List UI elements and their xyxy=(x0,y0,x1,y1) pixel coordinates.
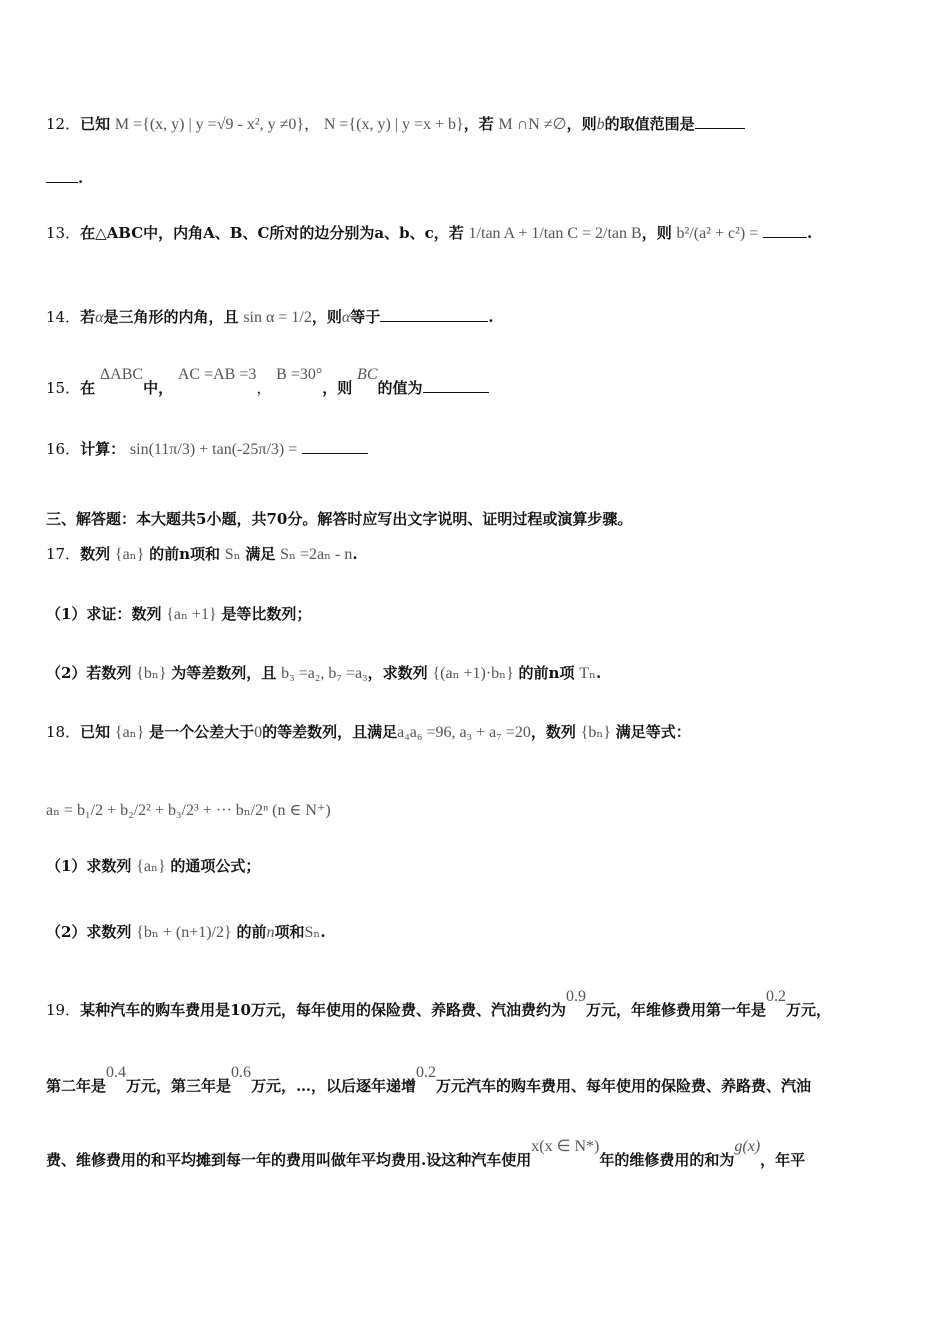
q18-condition: a₄a₆ =96, a₃ + a₇ =20 xyxy=(397,724,531,741)
q17-text-1: 数列 xyxy=(80,545,111,563)
q15-text-1: 在 xyxy=(80,379,96,397)
q12-line: 12．已知 M ={(x, y) | y =√9 - x², y ≠0}， N ={(x, y) | y =x + b}，若 M ∩N ≠∅，则b的取值范围是 xyxy=(46,114,910,135)
q15-text-3: ，则 xyxy=(322,379,353,397)
q16-answer-blank[interactable] xyxy=(302,439,368,454)
q17-part-1 xyxy=(46,604,910,625)
q17-text-2: 的前n项和 xyxy=(149,545,220,563)
q18-text-1: 已知 xyxy=(80,723,111,741)
q17-part-2 xyxy=(46,663,910,684)
q19-value-4: 0.6 xyxy=(231,1064,252,1081)
q18-text-5: 满足等式： xyxy=(615,723,691,741)
q17-p2-seq: {(aₙ +1)·bₙ} xyxy=(432,665,514,682)
q14-text-1: 若 xyxy=(80,308,96,326)
q17-end: . xyxy=(352,545,358,563)
q17-p2-seq-b: {bₙ} xyxy=(136,665,167,682)
q14-line xyxy=(46,296,910,339)
q14-answer-blank[interactable] xyxy=(380,307,488,322)
q12-number: 12． xyxy=(46,115,81,133)
q16-text-1: 计算： xyxy=(80,440,126,458)
q16-expression: sin(11π/3) + tan(-25π/3) = xyxy=(129,441,298,458)
q18-p1-seq: {aₙ} xyxy=(136,858,166,875)
q18-p2-text-2: 项和 xyxy=(274,923,305,941)
q19-x: x(x ∈ N*) xyxy=(531,1138,600,1155)
q17-seq-a: {aₙ} xyxy=(114,546,145,563)
q16-line xyxy=(46,428,910,471)
q18-part-2 xyxy=(46,912,910,953)
q15-text-4: 的值为 xyxy=(377,379,423,397)
q18-p2-text: 的前 xyxy=(236,923,267,941)
q17-p1-label: （1）求证：数列 xyxy=(46,605,162,623)
q18-p2-s: Sₙ xyxy=(304,924,321,941)
q18-text-4: ，数列 xyxy=(530,723,576,741)
q18-p2-seq: {bₙ + (n+1)/2} xyxy=(136,924,232,941)
q13-text-2: ，则 xyxy=(641,224,672,242)
q19-value-2: 0.2 xyxy=(766,988,786,1005)
q14-equation: sin α = 1/2 xyxy=(243,309,312,326)
q19-line-1 xyxy=(46,988,910,1021)
q15-number: 15． xyxy=(46,379,81,397)
q19-text-2a: 第二年是 xyxy=(46,1077,107,1095)
q18-part-1 xyxy=(46,856,910,877)
q15-line: 15．在 ΔABC中， AC =AB =3， B =30°，则 BC的值为 xyxy=(46,378,910,399)
q12-text-3: ，则 xyxy=(566,115,597,133)
q17-p2-text-1: 为等差数列，且 xyxy=(171,664,277,682)
q19-text-1c: 万元， xyxy=(786,1001,832,1019)
q12-answer-blank-cont[interactable] xyxy=(46,168,78,183)
q18-formula xyxy=(46,790,910,831)
q14-alpha: α xyxy=(95,309,104,326)
q15-text-2: 中， xyxy=(143,379,174,397)
q18-p2-dot: . xyxy=(320,923,326,941)
q12-answer-blank[interactable] xyxy=(695,114,745,129)
q18-seq-a: {aₙ} xyxy=(114,724,145,741)
q12-set-n: N ={(x, y) | y =x + b} xyxy=(323,116,464,133)
q19-text-3c: ，年平 xyxy=(760,1151,806,1169)
q17-p2-dot: . xyxy=(595,664,602,682)
q13-end: . xyxy=(807,224,813,242)
q18-text-2: 是一个公差大于 xyxy=(149,723,255,741)
q19-text-1b: 万元，年维修费用第一年是 xyxy=(585,1001,766,1019)
q18-seq-b: {bₙ} xyxy=(580,724,611,741)
q17-p2-end: 的前n项 xyxy=(518,664,575,682)
q17-p2-label: （2）若数列 xyxy=(46,664,132,682)
q19-g: g(x) xyxy=(734,1138,761,1155)
q18-formula-text: aₙ = b₁/2 + b₂/2² + b₃/2³ + ··· bₙ/2ⁿ (n ∈ N⁺) xyxy=(46,802,331,819)
q18-p1-label: （1）求数列 xyxy=(46,857,132,875)
q13-equation: 1/tan A + 1/tan C = 2/tan B xyxy=(468,225,642,242)
q19-text-2b: 万元，第三年是 xyxy=(126,1077,232,1095)
q16-number: 16． xyxy=(46,440,81,458)
q19-value-3: 0.4 xyxy=(106,1064,127,1081)
q17-p1-seq: {aₙ +1} xyxy=(166,606,217,623)
q17-p2-t: Tₙ xyxy=(579,665,596,682)
q19-number: 19． xyxy=(46,1001,81,1019)
q12-var: b xyxy=(596,116,605,133)
q18-p1-end: 的通项公式； xyxy=(170,857,261,875)
q19-text-2c: 万元，…，以后逐年递增 xyxy=(251,1077,417,1095)
q14-text-3: ，则 xyxy=(311,308,342,326)
q12-line-2: . xyxy=(46,168,910,188)
q12-text-2: ，若 xyxy=(463,115,494,133)
q18-p2-n: n xyxy=(266,924,275,941)
q19-text-1a: 某种汽车的购车费用是10万元，每年使用的保险费、养路费、汽油费约为 xyxy=(80,1001,566,1019)
q17-sn: Sₙ xyxy=(224,546,241,563)
q15-var: BC xyxy=(357,366,378,383)
q18-number: 18． xyxy=(46,723,81,741)
q19-value-5: 0.2 xyxy=(416,1064,437,1081)
q14-number: 14． xyxy=(46,308,81,326)
q19-text-2d: 万元汽车的购车费用、每年使用的保险费、养路费、汽油 xyxy=(436,1077,812,1095)
q15-condition-1: AC =AB =3 xyxy=(177,366,257,383)
q14-text-2: 是三角形的内角，且 xyxy=(103,308,239,326)
q19-line-2 xyxy=(46,1064,910,1097)
q13-number: 13． xyxy=(46,224,81,242)
q15-condition-2: B =30° xyxy=(276,366,323,383)
q13-line xyxy=(46,212,910,255)
q18-text-3: 的等差数列，且满足 xyxy=(262,723,398,741)
q17-text-3: 满足 xyxy=(245,545,276,563)
q13-answer-blank[interactable] xyxy=(763,223,807,238)
q18-p2-label: （2）求数列 xyxy=(46,923,132,941)
q12-text-4: 的取值范围是 xyxy=(604,115,695,133)
q12-set-m: M ={(x, y) | y =√9 - x², y ≠0} xyxy=(114,116,305,133)
q12-text-1: 已知 xyxy=(80,115,111,133)
q19-line-3 xyxy=(46,1138,910,1171)
q17-number: 17． xyxy=(46,545,81,563)
q19-text-3b: 年的维修费用的和为 xyxy=(599,1151,735,1169)
q14-text-4: 等于 xyxy=(350,308,381,326)
q13-text: 在△ABC中，内角A、B、C所对的边分别为a、b、c，若 xyxy=(80,224,464,242)
q15-answer-blank[interactable] xyxy=(423,378,489,393)
q17-p2-condition: b₃ =a₂, b₇ =a₃ xyxy=(281,665,368,682)
q14-end: . xyxy=(488,308,494,326)
q15-triangle: ΔABC xyxy=(99,366,144,383)
q19-text-3a: 费、维修费用的和平均摊到每一年的费用叫做年平均费用.设这种汽车使用 xyxy=(46,1151,532,1169)
q18-line xyxy=(46,722,910,743)
q17-equation: Sₙ =2aₙ - n xyxy=(280,546,353,563)
q13-expression: b²/(a² + c²) = xyxy=(676,225,759,242)
q17-p1-end: 是等比数列； xyxy=(221,605,312,623)
q14-alpha-2: α xyxy=(341,309,351,326)
q17-p2-text-2: ，求数列 xyxy=(367,664,428,682)
q12-condition: M ∩N ≠∅ xyxy=(498,116,567,133)
q19-value-1: 0.9 xyxy=(565,988,586,1005)
q18-zero: 0 xyxy=(254,724,263,741)
section-3-heading: 三、解答题：本大题共5小题，共70分。解答时应写出文字说明、证明过程或演算步骤。 xyxy=(46,510,633,528)
q17-line xyxy=(46,544,910,565)
